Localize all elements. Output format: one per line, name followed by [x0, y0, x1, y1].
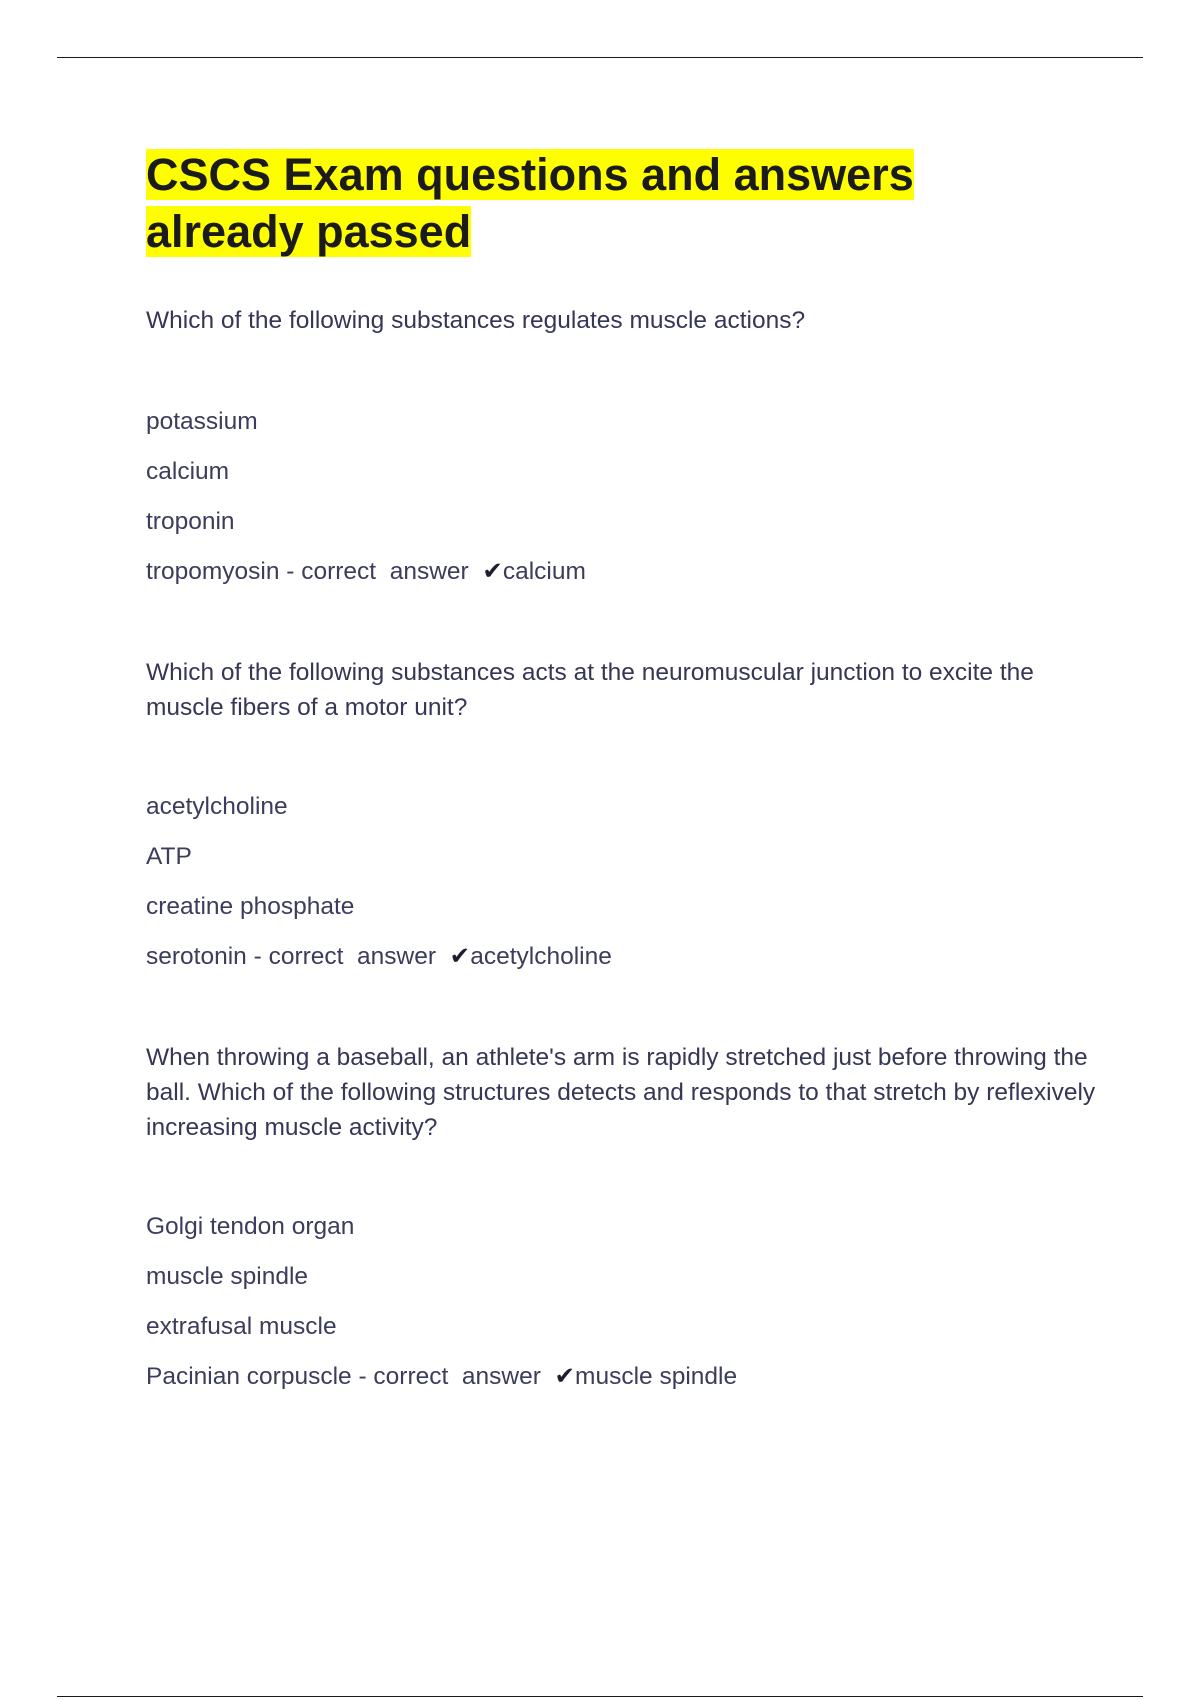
document-body	[146, 146, 1106, 1394]
option-item: acetylcholine	[146, 793, 288, 820]
question-block	[146, 655, 1106, 974]
checkmark-icon: ✔	[482, 558, 503, 585]
correct-answer: muscle spindle	[575, 1363, 738, 1390]
question-prompt: When throwing a baseball, an athlete's arm is rapidly stretched just before throwing the ball. Which of the following structures detects and responds to that stretch by reflexively increasing muscle activity?	[146, 1044, 1096, 1141]
answer-line	[146, 554, 1106, 589]
option-item: calcium	[146, 458, 230, 485]
option-list	[146, 404, 1106, 589]
title-highlight: CSCS Exam questions and answers already passed	[146, 149, 914, 257]
correct-answer: calcium	[502, 558, 586, 585]
option-item: potassium	[146, 408, 258, 435]
question-block	[146, 303, 1106, 589]
question-prompt: Which of the following substances regulates muscle actions?	[146, 307, 806, 334]
option-item: troponin	[146, 508, 235, 535]
answer-line	[146, 939, 1106, 974]
bottom-rule	[57, 1696, 1143, 1697]
option-item: Golgi tendon organ	[146, 1213, 355, 1240]
top-rule	[57, 57, 1143, 58]
option-list	[146, 1209, 1106, 1394]
option-item: creatine phosphate	[146, 893, 355, 920]
option-item: Pacinian corpuscle	[146, 1363, 352, 1390]
option-item: ATP	[146, 843, 192, 870]
answer-label: - correct answer	[351, 1363, 555, 1390]
answer-label: - correct answer	[246, 943, 450, 970]
page-title	[146, 146, 1006, 260]
checkmark-icon: ✔	[554, 1363, 576, 1390]
correct-answer: acetylcholine	[470, 943, 612, 970]
question-prompt: Which of the following substances acts at the neuromuscular junction to excite the muscle fibers of a motor unit?	[146, 659, 1034, 721]
answer-line	[146, 1359, 1106, 1394]
checkmark-icon: ✔	[449, 943, 471, 970]
question-block	[146, 1040, 1106, 1394]
answer-label: - correct answer	[279, 558, 483, 585]
option-item: tropomyosin	[146, 558, 280, 585]
option-item: muscle spindle	[146, 1263, 309, 1290]
option-item: serotonin	[146, 943, 247, 970]
option-list	[146, 789, 1106, 974]
option-item: extrafusal muscle	[146, 1313, 337, 1340]
